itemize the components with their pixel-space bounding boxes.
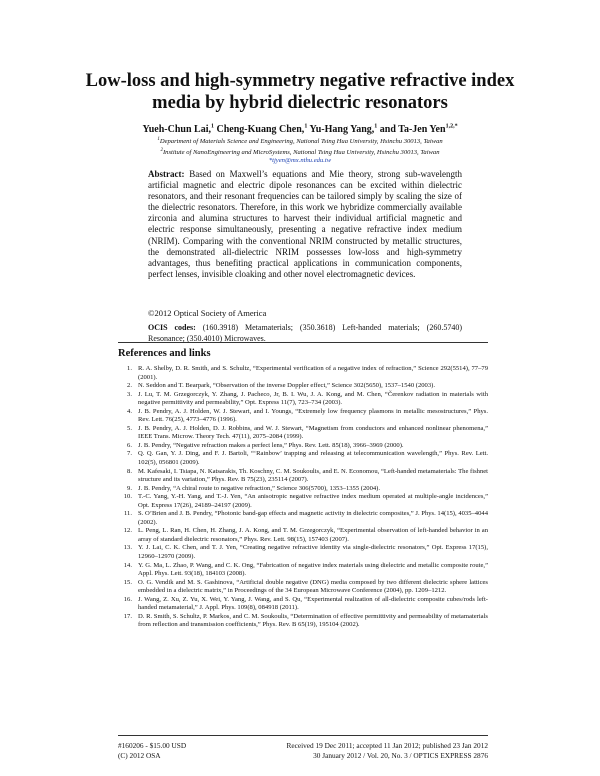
affiliation: $^2$Institute of NanoEngineering and MicroSystems, National Tsing Hua University, Hsinchu 30013, Taiwan <box>160 147 440 156</box>
publication-dates: Received 19 Dec 2011; accepted 11 Jan 2012; published 23 Jan 2012 <box>286 741 488 750</box>
affiliation: $^1$Department of Materials Science and Engineering, National Tsing Hua University, Hsinchu 30013, Taiwan <box>157 137 443 146</box>
reference-item: 16. J. Wang, Z. Xu, Z. Yu, X. Wei, Y. Yang, J. Wang, and S. Qu, “Experimental realization of all-dielectric composite cubes/rods left-handed metamaterial,” J. Appl. Phys. 109(8), 084918 (2011). <box>123 595 488 612</box>
abstract-text: Based on Maxwell’s equations and Mie theory, strong sub-wavelength artificial magnetic and electric dipole resonances can be excited within dielectric resonators, and their resonant frequencies can be tailored simply by scaling the size of the dielectric resonators. Therefore, in this work we hybridize commercially available zirconia and alumina structures to harvest their individual artificial magnetic and electric response simultaneously, presenting a negative refractive index medium (NRIM). Comparing with the conventional NRIM constructed by metallic structures, the demonstrated all-dielectric NRIM possesses low-loss and high-symmetry advantages, thus benefiting practical applications in communication components, perfect lenses, invisible cloaking and other novel electromagnetic devices. <box>148 169 463 279</box>
paper-title: Low-loss and high-symmetry negative refractive index media by hybrid dielectric resonators <box>85 71 515 113</box>
footer-right <box>287 741 489 760</box>
reference-list <box>118 365 488 630</box>
reference-item: 3. J. Lu, T. M. Grzegorczyk, Y. Zhang, J. Pacheco, Jr, B. I. Wu, J. A. Kong, and M. Chen, “Čerenkov radiation in materials with negative permittivity and permeability,” Opt. Express 11(7), 723–734 (2003). <box>127 390 488 407</box>
reference-item: 10. T.-C. Yang, Y.-H. Yang, and T.-J. Yen, “An anisotropic negative refractive index medium operated at multiple-angle incidences,” Opt. Express 17(26), 24189–24197 (2009). <box>123 493 488 509</box>
reference-item: 13. Y. J. Lai, C. K. Chen, and T. J. Yen, “Creating negative refractive identity via single-dielectric resonators,” Opt. Express 17(15), 12960–12970 (2009). <box>123 544 488 561</box>
journal-citation: 30 January 2012 / Vol. 20, No. 3 / OPTICS EXPRESS 2876 <box>313 750 488 760</box>
reference-item: 17. D. R. Smith, S. Schultz, P. Markos, and C. M. Soukoulis, “Determination of effective permittivity and permeability of metamaterials from reflection and transmission coefficients,” Phys. Rev. B 65(19), 195104 (2002). <box>123 612 488 629</box>
reference-item: 8. M. Kafesaki, I. Tsiapa, N. Katsarakis, Th. Koschny, C. M. Soukoulis, and E. N. Economou, “Left-handed metamaterials: The fishnet structure and its variation,” Phys. Rev. B 75(23), 235114 (2007). <box>127 467 488 484</box>
footer-left <box>118 741 186 760</box>
author: and Ta-Jen Yen$^{1,2,*}$ <box>377 124 458 136</box>
author-email-link[interactable]: *tjyen@mx.nthu.edu.tw <box>268 157 332 165</box>
reference-item: 11. S. O’Brien and J. B. Pendry, “Photonic band-gap effects and magnetic activity in dielectric composites,” J. Phys. 14(15), 4035–4044 (2002). <box>124 510 488 526</box>
article-price: #160206 - $15.00 USD <box>118 741 187 750</box>
reference-item: 6. J. B. Pendry, “Negative refraction makes a perfect lens,” Phys. Rev. Lett. 85(18), 3966–3969 (2000). <box>127 441 404 449</box>
reference-item: 4. J. B. Pendry, A. J. Holden, W. J. Stewart, and I. Youngs, “Extremely low frequency plasmons in metallic mesostructures,” Phys. Rev. Lett. 76(25), 4773–4776 (1996). <box>127 407 488 424</box>
abstract-label: Abstract: <box>148 169 185 179</box>
divider <box>118 342 488 343</box>
copyright-notice: ©2012 Optical Society of America <box>148 308 267 318</box>
reference-item: 14. Y. G. Ma, L. Zhao, P. Wang, and C. K. Ong, “Fabrication of negative index materials using dielectric and metallic composite route,” Appl. Phys. Lett. 93(18), 184103 (2008). <box>123 561 488 578</box>
author: Yueh-Chun Lai,$^1$ <box>142 124 214 136</box>
author-list <box>60 121 540 136</box>
reference-item: 15. O. G. Vendik and M. S. Gashinova, “Artificial double negative (DNG) media composed by two different dielectric sphere lattices embedded in a dielectric matrix,” in Proceedings of the 34 European Microwave Conference (2004), pp. 1209–1212. <box>123 578 488 595</box>
ocis-label: OCIS codes: <box>148 323 196 332</box>
reference-item: 1. R. A. Shelby, D. R. Smith, and S. Schultz, “Experimental verification of a negative index of refraction,” Science 292(5514), 77–79 (2001). <box>127 365 488 381</box>
abstract <box>148 169 462 280</box>
ocis-codes <box>148 323 462 344</box>
reference-item: 7. Q. Q. Gan, Y. J. Ding, and F. J. Bartoli, “‘Rainbow’ trapping and releasing at telecommunication wavelength,” Phys. Rev. Lett. 102(5), 056801 (2009). <box>127 450 488 467</box>
reference-item: 12. L. Peng, L. Ran, H. Chen, H. Zhang, J. A. Kong, and T. M. Grzegorczyk, “Experimental observation of left-handed behavior in an array of standard dielectric resonators,” Phys. Rev. Lett. 98(15), 157403 (2007). <box>123 527 488 543</box>
references-heading: References and links <box>118 348 211 359</box>
footer-divider <box>118 735 488 736</box>
copyright-short: (C) 2012 OSA <box>118 750 161 760</box>
ocis-text: (160.3918) Metamaterials; (350.3618) Left-handed materials; (260.5740) Resonance; (350.4010) Microwaves. <box>148 323 463 343</box>
author: Cheng-Kuang Chen,$^1$ <box>214 124 308 136</box>
reference-item: 9. J. B. Pendry, “A chiral route to negative refraction,” Science 306(5700), 1353–1355 (2004). <box>127 484 381 492</box>
author: Yu-Hang Yang,$^1$ <box>307 124 378 136</box>
affiliations <box>60 136 540 166</box>
reference-item: 5. J. B. Pendry, A. J. Holden, D. J. Robbins, and W. J. Stewart, “Magnetism from conductors and enhanced nonlinear phenomena,” IEEE Trans. Microw. Theory Tech. 47(11), 2075–2084 (1999). <box>127 424 488 441</box>
reference-item: 2. N. Seddon and T. Bearpark, “Observation of the inverse Doppler effect,” Science 302(5650), 1537–1540 (2003). <box>127 382 435 390</box>
